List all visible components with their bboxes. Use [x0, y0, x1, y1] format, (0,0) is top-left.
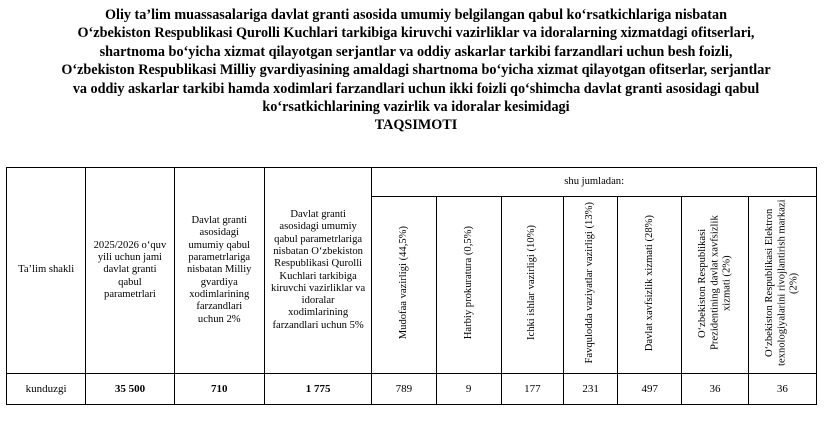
- title-heading: TAQSIMOTI: [374, 117, 458, 134]
- title-line: shartnoma bo‘yicha xizmat qilayotgan serjantlar va oddiy askarlar tarkibi farzandlari uchun besh foizli,: [99, 43, 733, 60]
- subheader-elektron-texnologiyalar: O‘zbekiston Respublikasi Elektron texnologiyalarini rivojlantirish markazi (2%): [748, 197, 816, 374]
- cell-ichki-ishlar: 177: [501, 374, 563, 405]
- subheader-harbiy-prokuratura: Harbiy prokuratura (0,5%): [436, 197, 501, 374]
- distribution-table: [6, 167, 817, 405]
- cell-qurolli: 1 775: [264, 374, 371, 405]
- table-header-row: [7, 168, 817, 197]
- cell-mudofaa: 789: [372, 374, 436, 405]
- cell-davlat-xavfsizlik: 497: [618, 374, 682, 405]
- document-title: [0, 6, 832, 135]
- subheader-ichki-ishlar: Ichki ishlar vazirligi (10%): [501, 197, 563, 374]
- cell-prezident-xavfsizlik: 36: [682, 374, 748, 405]
- header-jami: 2025/2026 o‘quv yili uchun jami davlat granti qabul parametrlari: [86, 168, 174, 374]
- cell-shakl: kunduzgi: [7, 374, 86, 405]
- header-gvardiya: Davlat granti asosidagi umumiy qabul parametrlariga nisbatan Milliy gvardiya xodimlarining farzandlari uchun 2%: [174, 168, 264, 374]
- subheader-mudofaa: Mudofaa vazirligi (44,5%): [372, 197, 436, 374]
- table-row: [7, 374, 817, 405]
- title-line: O‘zbekiston Respublikasi Milliy gvardiyasining amaldagi shartnoma bo‘yicha xizmat qilayotgan ofitserlar, serjantlar: [61, 62, 771, 79]
- cell-harbiy-prokuratura: 9: [436, 374, 501, 405]
- cell-jami: 35 500: [86, 374, 174, 405]
- cell-favqulodda-vaziyatlar: 231: [564, 374, 618, 405]
- header-talim-shakli: Ta’lim shakli: [7, 168, 86, 374]
- header-shu-jumladan: shu jumladan:: [372, 168, 817, 197]
- subheader-davlat-xavfsizlik: Davlat xavfsizlik xizmati (28%): [618, 197, 682, 374]
- cell-elektron-texnologiyalar: 36: [748, 374, 816, 405]
- header-qurolli-kuchlari: Davlat granti asosidagi umumiy qabul parametrlariga nisbatan O‘zbekiston Respublikasi Qurolli Kuchlari tarkibiga kiruvchi vazirliklar va idoralar xodimlarining farzandlari uchun 5%: [264, 168, 371, 374]
- title-line: Oliy ta’lim muassasalariga davlat granti asosida umumiy belgilangan qabul ko‘rsatkichlariga nisbatan: [105, 7, 727, 23]
- cell-gvardiya: 710: [174, 374, 264, 405]
- subheader-prezident-xavfsizlik: O‘zbekiston Respublikasi Prezidentining davlat xavfsizlik xizmati (2%): [682, 197, 748, 374]
- subheader-favqulodda-vaziyatlar: Favqulodda vaziyatlar vazirligi (13%): [564, 197, 618, 374]
- title-line: ko‘rsatkichlarining vazirlik va idoralar kesimidagi: [262, 99, 570, 116]
- title-line: va oddiy askarlar tarkibi hamda xodimlari farzandlari uchun ikki foizli qo‘shimcha davlat granti asosidagi qabul: [72, 80, 760, 97]
- title-line: O‘zbekiston Respublikasi Qurolli Kuchlari tarkibiga kiruvchi vazirliklar va idoralarning xizmatdagi ofitserlari,: [77, 25, 755, 42]
